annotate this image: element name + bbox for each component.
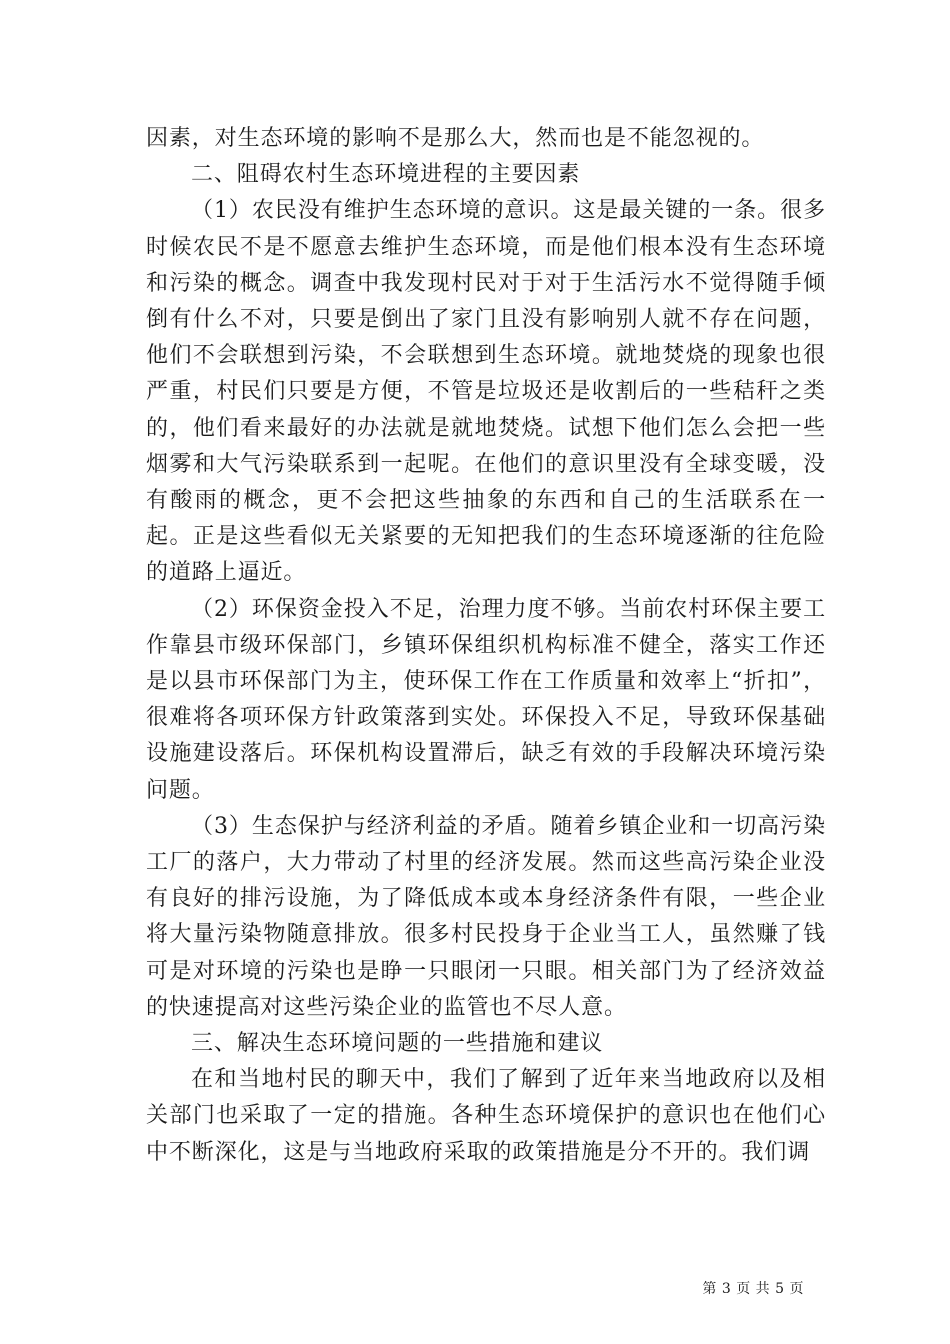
paragraph-measures: 在和当地村民的聊天中，我们了解到了近年来当地政府以及相关部门也采取了一定的措施。各种生态环境保护的意识也在他们心中不断深化，这是与当地政府采取的政策措施是分不开的。我们调 xyxy=(146,1067,826,1165)
paragraph-continuation: 因素，对生态环境的影响不是那么大，然而也是不能忽视的。 xyxy=(146,126,765,151)
document-body xyxy=(146,121,826,1171)
page-number: 第 3 页 共 5 页 xyxy=(702,1281,804,1297)
section-heading-2: 二、阻碍农村生态环境进程的主要因素 xyxy=(191,162,581,188)
section-heading-3: 三、解决生态环境问题的一些措施和建议 xyxy=(191,1031,604,1057)
paragraph-factor-2: （2）环保资金投入不足，治理力度不够。当前农村环保主要工作靠县市级环保部门，乡镇环保组织机构标准不健全，落实工作还是以县市环保部门为主，使环保工作在工作质量和效率上“折扣”，很难将各项环保方针政策落到实处。环保投入不足，导致环保基础设施建设落后。环保机构设置滞后，缺乏有效的手段解决环境污染问题。 xyxy=(146,596,826,803)
paragraph-factor-1: （1）农民没有维护生态环境的意识。这是最关键的一条。很多时候农民不是不愿意去维护生态环境，而是他们根本没有生态环境和污染的概念。调查中我发现村民对于对于生活污水不觉得随手倾倒有什么不对，只要是倒出了家门且没有影响别人就不存在问题，他们不会联想到污染，不会联想到生态环境。就地焚烧的现象也很严重，村民们只要是方便，不管是垃圾还是收割后的一些秸秆之类的，他们看来最好的办法就是就地焚烧。试想下他们怎么会把一些烟雾和大气污染联系到一起呢。在他们的意识里没有全球变暖，没有酸雨的概念，更不会把这些抽象的东西和自己的生活联系在一起。正是这些看似无关紧要的无知把我们的生态环境逐渐的往危险的道路上逼近。 xyxy=(146,198,826,586)
paragraph-factor-3: （3）生态保护与经济利益的矛盾。随着乡镇企业和一切高污染工厂的落户，大力带动了村里的经济发展。然而这些高污染企业没有良好的排污设施，为了降低成本或本身经济条件有限，一些企业将大量污染物随意排放。很多村民投身于企业当工人，虽然赚了钱可是对环境的污染也是睁一只眼闭一只眼。相关部门为了经济效益的快速提高对这些污染企业的监管也不尽人意。 xyxy=(146,813,826,1020)
